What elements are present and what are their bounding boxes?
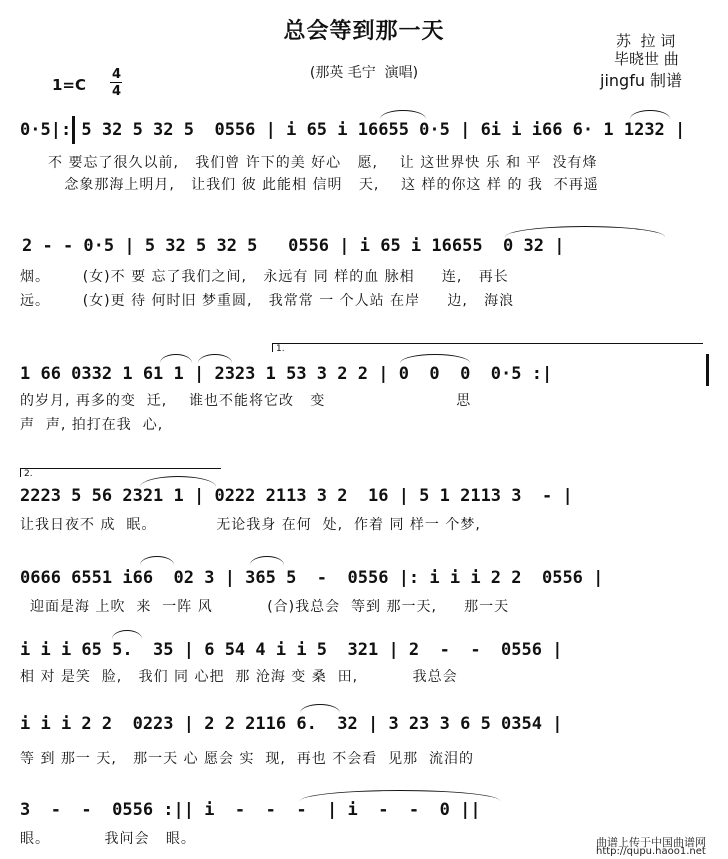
lyrics-line-1a: 不 要忘了很久以前, 我们曾 许下的美 好心 愿, 让 这世界快 乐 和 平 没有烽 — [48, 155, 598, 171]
lyricist-credit: 苏 拉 词 — [616, 32, 676, 50]
lyrics-line-1b: 念象那海上明月, 让我们 彼 此能相 信明 天, 这 样的你这 样 的 我 不再遥 — [48, 177, 599, 193]
slur — [400, 354, 470, 363]
notation-line-7: i i i 2 2 0223 | 2 2 2116 6. 32 | 3 23 3 6 5 0354 | — [20, 714, 563, 734]
footer-site-cn: 曲谱上传于中国曲谱网 — [596, 836, 706, 849]
lyrics-line-2b: 远。 (女)更 待 何时旧 梦重圆, 我常常 一 个人站 在岸 边, 海浪 — [20, 293, 515, 309]
notation-line-5: 0666 6551 i66 02 3 | 365 5 - 0556 |: i i i 2 2 0556 | — [20, 568, 604, 588]
slur — [140, 476, 216, 487]
composer-credit: 毕晓世 曲 — [614, 50, 679, 68]
lyrics-line-4: 让我日夜不 成 眠。 无论我身 在何 处, 作着 同 样一 个梦, — [20, 517, 481, 533]
time-signature-top: 4 — [112, 67, 122, 82]
lyrics-line-8: 眼。 我问会 眼。 — [20, 831, 196, 847]
repeat-end-bar — [706, 354, 709, 386]
arranger-credit: jingfu 制谱 — [600, 71, 683, 90]
time-signature-line — [110, 82, 122, 83]
time-signature-bottom: 4 — [112, 84, 122, 99]
lyrics-line-5: 迎面是海 上吹 来 一阵 风 (合)我总会 等到 那一天, 那一天 — [30, 599, 510, 615]
notation-line-4: 2223 5 56 2321 1 | 0222 2113 3 2 16 | 5 1 2113 3 - | — [20, 486, 573, 506]
volta-bracket-2 — [20, 468, 221, 477]
lyrics-line-3a: 的岁月, 再多的变 迁, 谁也不能将它改 变 思 — [20, 393, 472, 409]
slur — [198, 354, 232, 363]
slur — [160, 354, 192, 363]
song-title: 总会等到那一天 — [283, 19, 445, 44]
notation-line-8: 3 - - 0556 :|| i - - - | i - - 0 || — [20, 800, 481, 820]
footer-site-url: http://qupu.haoo1.net — [596, 846, 706, 857]
lyrics-line-2a: 烟。 (女)不 要 忘了我们之间, 永远有 同 样的血 脉相 连, 再长 — [20, 269, 509, 285]
singers: (那英 毛宁 演唱) — [309, 65, 419, 81]
key-signature: 1=C — [52, 76, 87, 94]
slur — [140, 556, 174, 565]
slur — [505, 226, 665, 237]
slur — [630, 110, 670, 119]
slur — [300, 790, 500, 801]
slur — [300, 704, 340, 713]
notation-line-1: 0·5|: 5 32 5 32 5 0556 | i 65 i 16655 0·5 | 6i i i66 6· 1 1232 | — [20, 120, 686, 140]
volta-1-label: 1. — [276, 344, 285, 354]
notation-line-2: 2 - - 0·5 | 5 32 5 32 5 0556 | i 65 i 16655 0 32 | — [22, 236, 565, 256]
lyrics-line-7: 等 到 那一 天, 那一天 心 愿会 实 现, 再也 不会看 见那 流泪的 — [20, 751, 475, 767]
lyrics-line-3b: 声 声, 拍打在我 心, — [20, 417, 164, 433]
notation-line-3: 1 66 0332 1 61 1 | 2323 1 53 3 2 2 | 0 0 0 0·5 :| — [20, 364, 553, 384]
slur — [380, 110, 426, 119]
slur — [112, 630, 142, 639]
volta-2-label: 2. — [24, 469, 33, 479]
repeat-start-bar — [72, 116, 75, 144]
slur — [250, 556, 284, 565]
volta-bracket-1 — [272, 343, 703, 352]
notation-line-6: i i i 65 5. 35 | 6 54 4 i i 5 321 | 2 - - 0556 | — [20, 640, 563, 660]
lyrics-line-6: 相 对 是笑 脸, 我们 同 心把 那 沧海 变 桑 田, 我总会 — [20, 669, 458, 685]
